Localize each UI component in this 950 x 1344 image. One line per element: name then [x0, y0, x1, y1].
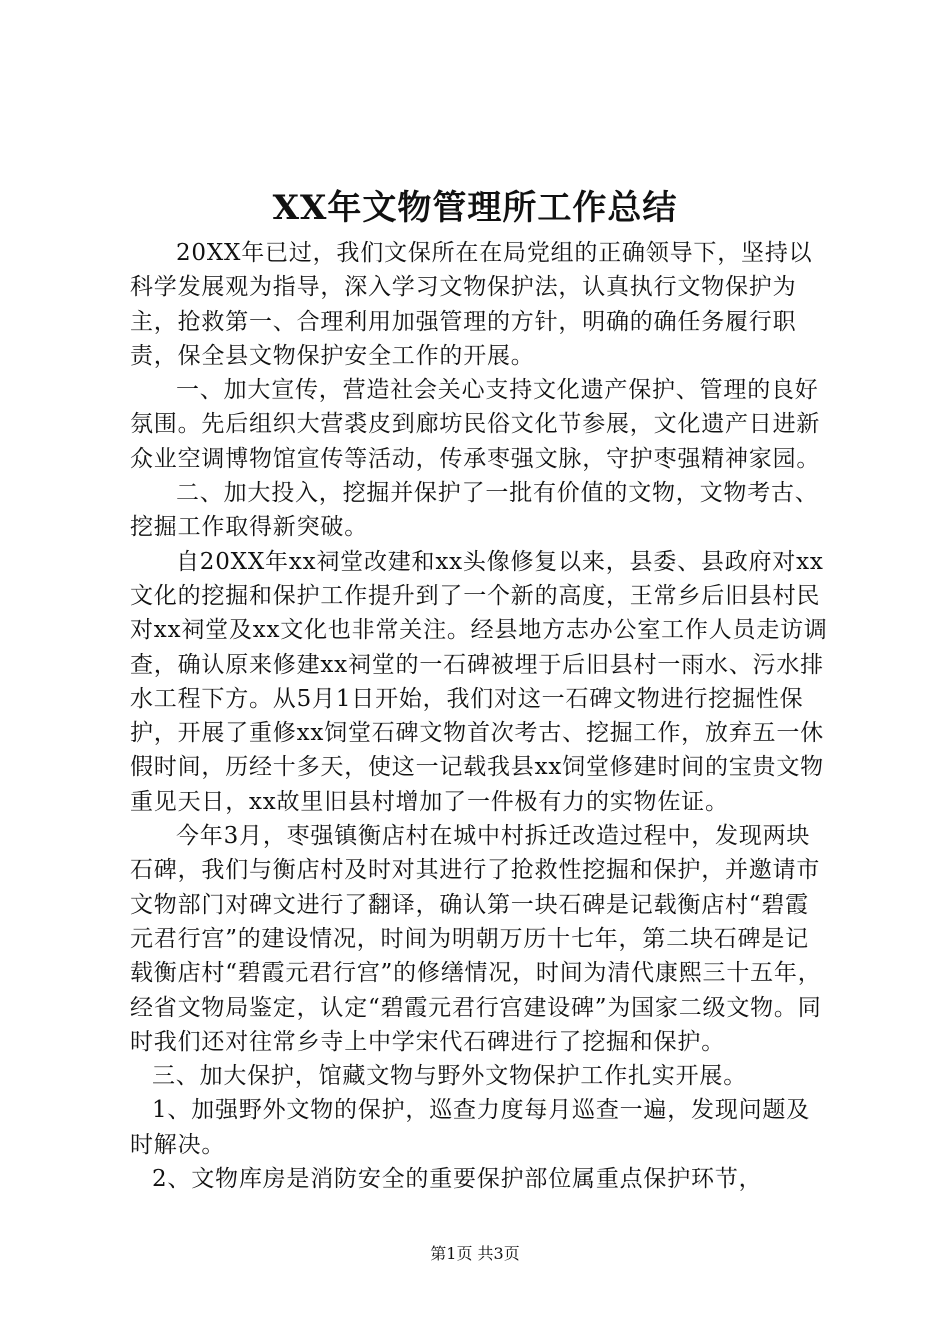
- paragraph-section-3: 三、加大保护，馆藏文物与野外文物保护工作扎实开展。: [152, 1063, 747, 1090]
- paragraph-hengdian-tablets: 今年3月，枣强镇衡店村在城中村拆迁改造过程中，发现两块石碑，我们与衡店村及时对其进行了抢救性挖掘和保护，并邀请市文物部门对碑文进行了翻译，确认第一块石碑是记载衡店村“碧霞元君行宫”的建设情况，时间为明朝万历十七年，第二块石碑是记载衡店村“碧霞元君行宫”的修缮情况，时间为清代康熙三十五年，经省文物局鉴定，认定“碧霞元君行宫建设碑”为国家二级文物。同时我们还对往常乡寺上中学宋代石碑进行了挖掘和保护。: [130, 823, 822, 1055]
- paragraph-item-2: 2、文物库房是消防安全的重要保护部位属重点保护环节，: [152, 1166, 763, 1193]
- document-body: [130, 236, 830, 1196]
- paragraph-tablet-excavation: 自20XX年xx祠堂改建和xx头像修复以来，县委、县政府对xx文化的挖掘和保护工作提升到了一个新的高度，王常乡后旧县村民对xx祠堂及xx文化也非常关注。经县地方志办公室工作人员走访调查，确认原来修建xx祠堂的一石碑被埋于后旧县村一雨水、污水排水工程下方。从5月1日开始，我们对这一石碑文物进行挖掘性保护，开展了重修xx饲堂石碑文物首次考古、挖掘工作，放弃五一休假时间，历经十多天，使这一记载我县xx饲堂修建时间的宝贵文物重见天日，xx故里旧县村增加了一件极有力的实物佐证。: [130, 548, 828, 815]
- paragraph-intro: 20XX年已过，我们文保所在在局党组的正确领导下，坚持以科学发展观为指导，深入学习文物保护法，认真执行文物保护为主，抢救第一、合理利用加强管理的方针，明确的确任务履行职责，保全县文物保护安全工作的开展。: [130, 240, 813, 369]
- page-number-footer: 第1页 共3页: [430, 1244, 520, 1263]
- paragraph-section-2: 二、加大投入，挖掘并保护了一批有价值的文物，文物考古、挖掘工作取得新突破。: [130, 480, 819, 541]
- paragraph-item-1: 1、加强野外文物的保护，巡查力度每月巡查一遍，发现问题及时解决。: [130, 1097, 811, 1158]
- paragraph-section-1: 一、加大宣传，营造社会关心支持文化遗产保护、管理的良好氛围。先后组织大营裘皮到廊坊民俗文化节参展，文化遗产日进新众业空调博物馆宣传等活动，传承枣强文脉，守护枣强精神家园。: [130, 377, 821, 472]
- document-title: XX年文物管理所工作总结: [272, 188, 678, 228]
